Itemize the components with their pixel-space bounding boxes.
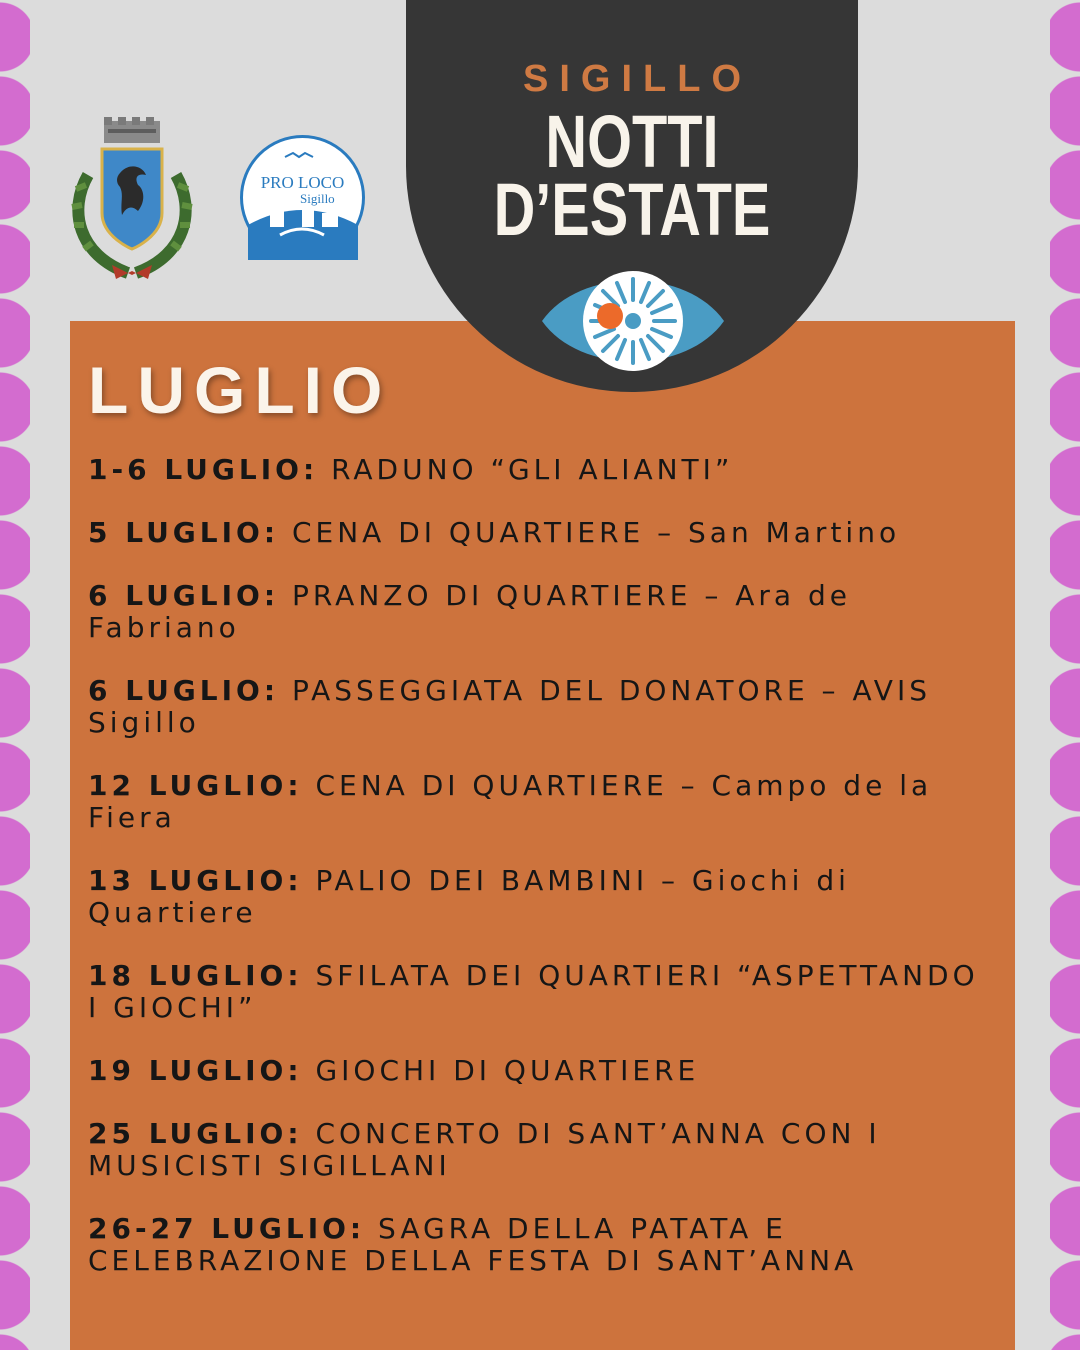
event-item bbox=[88, 960, 988, 1024]
brand-name: SIGILLO bbox=[523, 58, 752, 100]
event-date: 18 LUGLIO: bbox=[88, 959, 303, 992]
event-description: PALIO DEI BAMBINI – Giochi di Quartiere bbox=[88, 864, 850, 929]
event-item bbox=[88, 865, 988, 929]
eye-icon bbox=[540, 262, 726, 380]
event-description: SFILATA DEI QUARTIERI “ASPETTANDO I GIOCHI” bbox=[88, 959, 979, 1024]
event-item bbox=[88, 1055, 988, 1087]
event-item bbox=[88, 517, 988, 549]
event-date: 19 LUGLIO: bbox=[88, 1054, 303, 1087]
event-date: 13 LUGLIO: bbox=[88, 864, 303, 897]
event-description: CENA DI QUARTIERE – San Martino bbox=[291, 516, 901, 549]
title-line-2: D’ESTATE bbox=[493, 168, 771, 251]
event-description: PRANZO DI QUARTIERE – Ara de Fabriano bbox=[88, 579, 851, 644]
event-date: 6 LUGLIO: bbox=[88, 579, 280, 612]
event-item bbox=[88, 1118, 988, 1182]
event-date: 25 LUGLIO: bbox=[88, 1117, 303, 1150]
proloco-subtitle: Sigillo bbox=[300, 191, 335, 206]
right-scallop-border bbox=[1050, 0, 1080, 1350]
event-description: CONCERTO DI SANT’ANNA CON I MUSICISTI SIGILLANI bbox=[88, 1117, 881, 1182]
month-heading: LUGLIO bbox=[88, 353, 392, 427]
event-date: 6 LUGLIO: bbox=[88, 674, 280, 707]
event-date: 1-6 LUGLIO: bbox=[88, 453, 319, 486]
event-item bbox=[88, 770, 988, 834]
event-description: PASSEGGIATA DEL DONATORE – AVIS Sigillo bbox=[88, 674, 931, 739]
events-list bbox=[88, 454, 988, 1308]
event-date: 5 LUGLIO: bbox=[88, 516, 280, 549]
proloco-logo bbox=[240, 135, 365, 260]
event-item bbox=[88, 675, 988, 739]
page-title bbox=[456, 100, 809, 251]
event-item bbox=[88, 1213, 988, 1277]
event-date: 26-27 LUGLIO: bbox=[88, 1212, 366, 1245]
event-date: 12 LUGLIO: bbox=[88, 769, 303, 802]
coat-of-arms-icon bbox=[68, 115, 196, 280]
event-description: CENA DI QUARTIERE – Campo de la Fiera bbox=[88, 769, 933, 834]
event-description: RADUNO “GLI ALIANTI” bbox=[331, 453, 734, 486]
proloco-text: PRO LOCO bbox=[260, 173, 345, 192]
event-item bbox=[88, 580, 988, 644]
left-scallop-border bbox=[0, 0, 30, 1350]
title-line-1: NOTTI bbox=[545, 100, 719, 183]
event-description: GIOCHI DI QUARTIERE bbox=[315, 1054, 700, 1087]
event-item bbox=[88, 454, 988, 486]
event-description: SAGRA DELLA PATATA E CELEBRAZIONE DELLA FESTA DI SANT’ANNA bbox=[88, 1212, 858, 1277]
